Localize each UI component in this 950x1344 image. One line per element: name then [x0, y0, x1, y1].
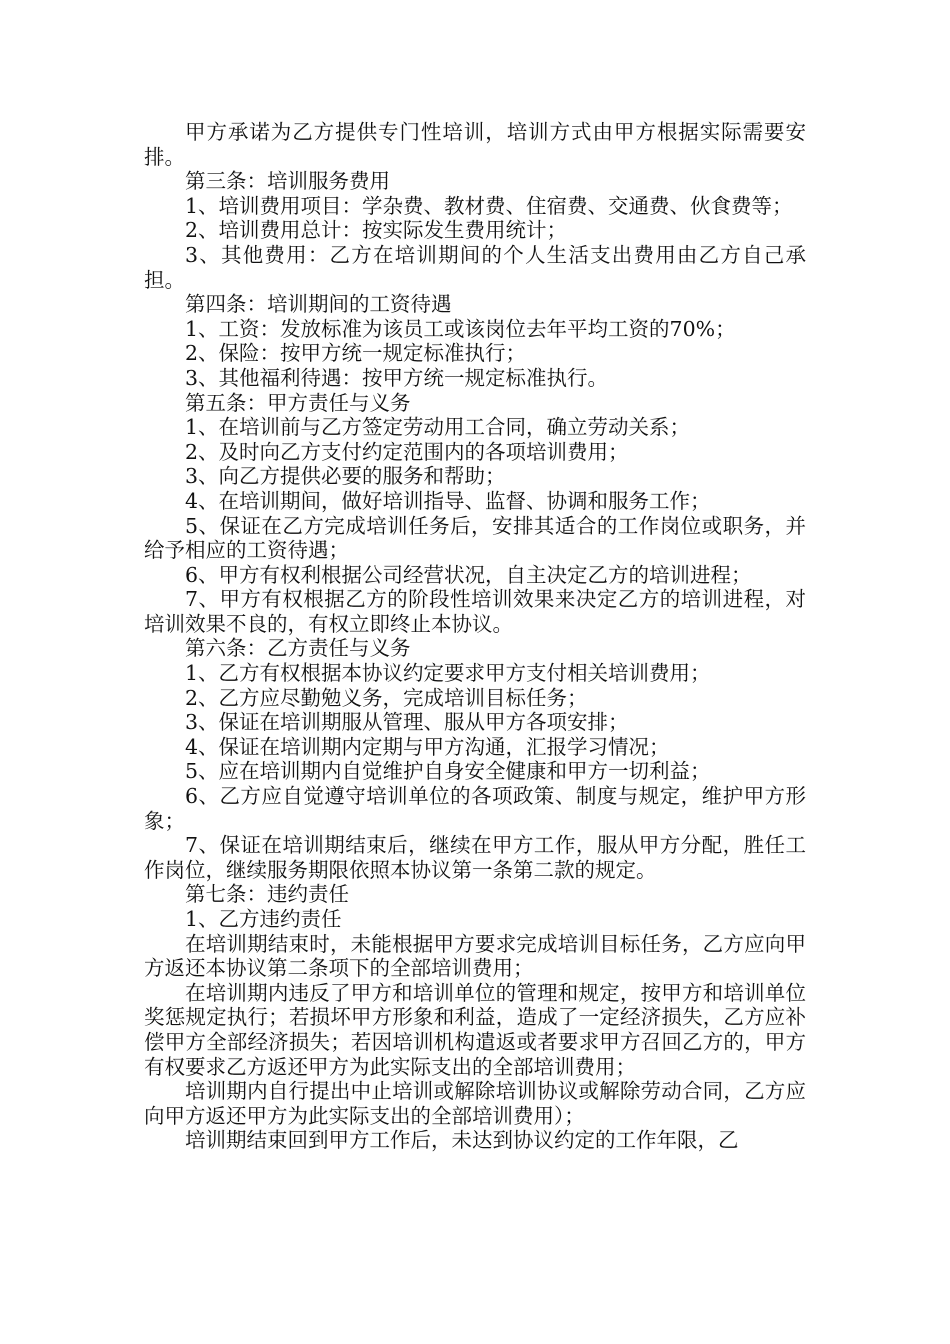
- paragraph: 3、向乙方提供必要的服务和帮助；: [185, 464, 506, 489]
- paragraph: 2、培训费用总计：按实际发生费用统计；: [185, 218, 568, 243]
- paragraph: 在培训期结束时，未能根据甲方要求完成培训目标任务，乙方应向甲方返还本协议第二条项下的全部培训费用；: [144, 931, 806, 981]
- paragraph: 4、在培训期间，做好培训指导、监督、协调和服务工作；: [185, 488, 711, 513]
- paragraph: 2、保险：按甲方统一规定标准执行；: [185, 341, 527, 366]
- paragraph: 7、保证在培训期结束后，继续在甲方工作，服从甲方分配，胜任工作岗位，继续服务期限依照本协议第一条第二款的规定。: [144, 833, 806, 882]
- heading-article-4: 第四条：培训期间的工资待遇: [185, 292, 452, 317]
- paragraph: 2、乙方应尽勤勉义务，完成培训目标任务；: [185, 685, 588, 710]
- paragraph: 1、工资：发放标准为该员工或该岗位去年平均工资的70%；: [185, 316, 736, 341]
- paragraph: 在培训期内违反了甲方和培训单位的管理和规定，按甲方和培训单位奖惩规定执行；若损坏甲方形象和利益，造成了一定经济损失，乙方应补偿甲方全部经济损失；若因培训机构遣返或者要求甲方召回乙方的，甲方有权要求乙方返还甲方为此实际支出的全部培训费用；: [144, 980, 806, 1079]
- document-page: [144, 120, 806, 1153]
- paragraph: 1、乙方违约责任: [185, 907, 342, 931]
- paragraph: 3、保证在培训期服从管理、服从甲方各项安排；: [185, 710, 629, 735]
- paragraph: 6、甲方有权利根据公司经营状况，自主决定乙方的培训进程；: [185, 562, 752, 587]
- paragraph: 6、乙方应自觉遵守培训单位的各项政策、制度与规定，维护甲方形象；: [144, 784, 806, 833]
- heading-article-3: 第三条：培训服务费用: [185, 169, 390, 194]
- heading-article-5: 第五条：甲方责任与义务: [185, 390, 411, 415]
- paragraph: 1、在培训前与乙方签定劳动用工合同，确立劳动关系；: [185, 415, 691, 440]
- paragraph-commitment: 甲方承诺为乙方提供专门性培训，培训方式由甲方根据实际需要安排。: [144, 120, 806, 169]
- paragraph: 培训期结束回到甲方工作后，未达到协议约定的工作年限，乙: [185, 1128, 739, 1153]
- paragraph: 3、其他费用：乙方在培训期间的个人生活支出费用由乙方自己承担。: [144, 242, 806, 292]
- paragraph: 7、甲方有权根据乙方的阶段性培训效果来决定乙方的培训进程，对培训效果不良的，有权立即终止本协议。: [144, 587, 806, 636]
- heading-article-6: 第六条：乙方责任与义务: [185, 636, 411, 661]
- paragraph: 3、其他福利待遇：按甲方统一规定标准执行。: [185, 365, 609, 390]
- paragraph: 培训期内自行提出中止培训或解除培训协议或解除劳动合同，乙方应向甲方返还甲方为此实际支出的全部培训费用）；: [144, 1079, 806, 1128]
- paragraph: 5、保证在乙方完成培训任务后，安排其适合的工作岗位或职务，并给予相应的工资待遇；: [144, 513, 806, 563]
- paragraph: 1、乙方有权根据本协议约定要求甲方支付相关培训费用；: [185, 661, 711, 686]
- heading-article-7: 第七条：违约责任: [185, 882, 349, 907]
- paragraph: 5、应在培训期内自觉维护自身安全健康和甲方一切利益；: [185, 759, 711, 784]
- paragraph: 2、及时向乙方支付约定范围内的各项培训费用；: [185, 439, 629, 464]
- paragraph: 4、保证在培训期内定期与甲方沟通，汇报学习情况；: [185, 734, 670, 759]
- paragraph: 1、培训费用项目：学杂费、教材费、住宿费、交通费、伙食费等；: [185, 193, 793, 218]
